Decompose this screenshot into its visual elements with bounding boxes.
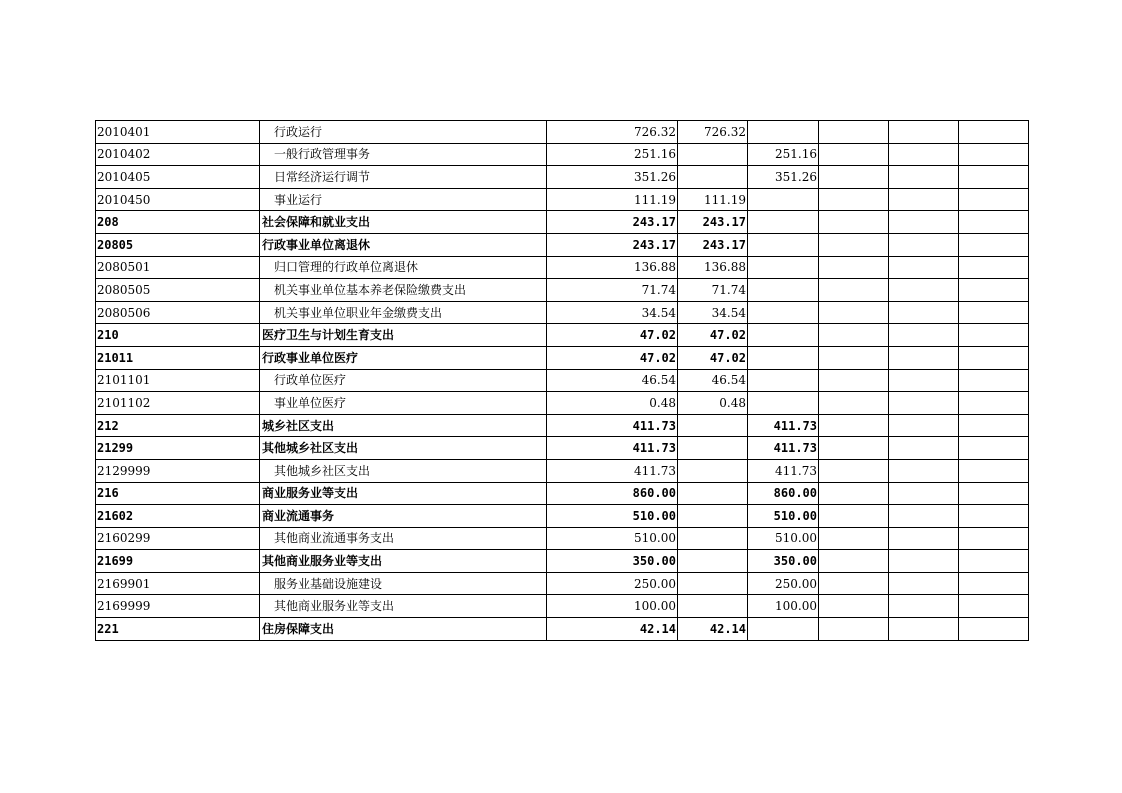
- basic-expenditure-cell: 726.32: [678, 121, 748, 144]
- project-expenditure-cell: 351.26: [748, 166, 819, 189]
- empty-cell: [819, 279, 889, 302]
- total-amount-cell: 111.19: [547, 188, 678, 211]
- project-expenditure-cell: [748, 324, 819, 347]
- subject-code-cell: 2169999: [96, 595, 260, 618]
- subject-name-cell: 一般行政管理事务: [260, 143, 547, 166]
- subject-code-cell: 2129999: [96, 459, 260, 482]
- empty-cell: [889, 233, 959, 256]
- basic-expenditure-cell: [678, 414, 748, 437]
- table-row: [96, 301, 1029, 324]
- empty-cell: [959, 143, 1029, 166]
- empty-cell: [959, 595, 1029, 618]
- total-amount-cell: 411.73: [547, 414, 678, 437]
- empty-cell: [959, 121, 1029, 144]
- table-row: [96, 482, 1029, 505]
- subject-code-cell: 2010402: [96, 143, 260, 166]
- empty-cell: [819, 166, 889, 189]
- empty-cell: [819, 414, 889, 437]
- empty-cell: [959, 618, 1029, 641]
- project-expenditure-cell: 350.00: [748, 550, 819, 573]
- subject-name-cell: 其他城乡社区支出: [260, 459, 547, 482]
- total-amount-cell: 510.00: [547, 505, 678, 528]
- basic-expenditure-cell: [678, 482, 748, 505]
- subject-name-cell: 行政事业单位离退休: [260, 233, 547, 256]
- basic-expenditure-cell: 46.54: [678, 369, 748, 392]
- total-amount-cell: 0.48: [547, 392, 678, 415]
- empty-cell: [889, 346, 959, 369]
- project-expenditure-cell: [748, 392, 819, 415]
- table-row: [96, 369, 1029, 392]
- table-body: [96, 121, 1029, 641]
- project-expenditure-cell: [748, 188, 819, 211]
- empty-cell: [819, 346, 889, 369]
- total-amount-cell: 411.73: [547, 437, 678, 460]
- subject-name-cell: 医疗卫生与计划生育支出: [260, 324, 547, 347]
- empty-cell: [889, 482, 959, 505]
- subject-name-cell: 事业运行: [260, 188, 547, 211]
- empty-cell: [959, 572, 1029, 595]
- empty-cell: [959, 505, 1029, 528]
- empty-cell: [819, 369, 889, 392]
- project-expenditure-cell: [748, 233, 819, 256]
- table-row: [96, 437, 1029, 460]
- table-row: [96, 505, 1029, 528]
- subject-code-cell: 2010450: [96, 188, 260, 211]
- basic-expenditure-cell: 243.17: [678, 211, 748, 234]
- empty-cell: [819, 482, 889, 505]
- total-amount-cell: 136.88: [547, 256, 678, 279]
- project-expenditure-cell: [748, 121, 819, 144]
- project-expenditure-cell: [748, 369, 819, 392]
- total-amount-cell: 47.02: [547, 346, 678, 369]
- table-row: [96, 346, 1029, 369]
- subject-name-cell: 行政运行: [260, 121, 547, 144]
- basic-expenditure-cell: [678, 437, 748, 460]
- empty-cell: [819, 618, 889, 641]
- subject-code-cell: 208: [96, 211, 260, 234]
- empty-cell: [819, 459, 889, 482]
- project-expenditure-cell: 510.00: [748, 527, 819, 550]
- empty-cell: [819, 505, 889, 528]
- basic-expenditure-cell: 0.48: [678, 392, 748, 415]
- table-row: [96, 324, 1029, 347]
- subject-name-cell: 商业服务业等支出: [260, 482, 547, 505]
- empty-cell: [889, 414, 959, 437]
- empty-cell: [959, 392, 1029, 415]
- empty-cell: [959, 279, 1029, 302]
- total-amount-cell: 860.00: [547, 482, 678, 505]
- total-amount-cell: 46.54: [547, 369, 678, 392]
- project-expenditure-cell: 411.73: [748, 414, 819, 437]
- total-amount-cell: 100.00: [547, 595, 678, 618]
- basic-expenditure-cell: 47.02: [678, 346, 748, 369]
- subject-code-cell: 2101101: [96, 369, 260, 392]
- empty-cell: [819, 595, 889, 618]
- empty-cell: [889, 143, 959, 166]
- subject-name-cell: 社会保障和就业支出: [260, 211, 547, 234]
- total-amount-cell: 71.74: [547, 279, 678, 302]
- project-expenditure-cell: [748, 301, 819, 324]
- subject-name-cell: 其他城乡社区支出: [260, 437, 547, 460]
- subject-name-cell: 行政事业单位医疗: [260, 346, 547, 369]
- subject-code-cell: 2080501: [96, 256, 260, 279]
- total-amount-cell: 243.17: [547, 233, 678, 256]
- empty-cell: [889, 550, 959, 573]
- basic-expenditure-cell: [678, 143, 748, 166]
- table-row: [96, 459, 1029, 482]
- empty-cell: [959, 233, 1029, 256]
- empty-cell: [959, 256, 1029, 279]
- basic-expenditure-cell: [678, 550, 748, 573]
- total-amount-cell: 411.73: [547, 459, 678, 482]
- empty-cell: [889, 188, 959, 211]
- empty-cell: [889, 527, 959, 550]
- subject-code-cell: 21299: [96, 437, 260, 460]
- empty-cell: [959, 369, 1029, 392]
- empty-cell: [819, 188, 889, 211]
- basic-expenditure-cell: [678, 505, 748, 528]
- empty-cell: [819, 211, 889, 234]
- basic-expenditure-cell: 243.17: [678, 233, 748, 256]
- basic-expenditure-cell: 136.88: [678, 256, 748, 279]
- empty-cell: [889, 369, 959, 392]
- subject-name-cell: 其他商业流通事务支出: [260, 527, 547, 550]
- empty-cell: [819, 256, 889, 279]
- subject-code-cell: 2010405: [96, 166, 260, 189]
- total-amount-cell: 510.00: [547, 527, 678, 550]
- total-amount-cell: 42.14: [547, 618, 678, 641]
- empty-cell: [819, 392, 889, 415]
- table-row: [96, 414, 1029, 437]
- subject-name-cell: 其他商业服务业等支出: [260, 550, 547, 573]
- empty-cell: [959, 482, 1029, 505]
- subject-code-cell: 2080506: [96, 301, 260, 324]
- empty-cell: [889, 505, 959, 528]
- table-row: [96, 572, 1029, 595]
- basic-expenditure-cell: [678, 459, 748, 482]
- subject-code-cell: 221: [96, 618, 260, 641]
- empty-cell: [889, 437, 959, 460]
- project-expenditure-cell: 250.00: [748, 572, 819, 595]
- total-amount-cell: 251.16: [547, 143, 678, 166]
- project-expenditure-cell: 411.73: [748, 437, 819, 460]
- empty-cell: [889, 392, 959, 415]
- basic-expenditure-cell: 111.19: [678, 188, 748, 211]
- empty-cell: [819, 301, 889, 324]
- basic-expenditure-cell: 34.54: [678, 301, 748, 324]
- subject-code-cell: 210: [96, 324, 260, 347]
- empty-cell: [889, 256, 959, 279]
- subject-name-cell: 服务业基础设施建设: [260, 572, 547, 595]
- table-row: [96, 256, 1029, 279]
- total-amount-cell: 47.02: [547, 324, 678, 347]
- subject-code-cell: 21699: [96, 550, 260, 573]
- empty-cell: [889, 595, 959, 618]
- empty-cell: [959, 188, 1029, 211]
- empty-cell: [959, 459, 1029, 482]
- subject-code-cell: 2010401: [96, 121, 260, 144]
- empty-cell: [889, 279, 959, 302]
- table-row: [96, 166, 1029, 189]
- basic-expenditure-cell: [678, 166, 748, 189]
- empty-cell: [889, 324, 959, 347]
- subject-code-cell: 2101102: [96, 392, 260, 415]
- basic-expenditure-cell: 42.14: [678, 618, 748, 641]
- table-row: [96, 143, 1029, 166]
- table-row: [96, 121, 1029, 144]
- empty-cell: [959, 550, 1029, 573]
- empty-cell: [819, 572, 889, 595]
- empty-cell: [819, 121, 889, 144]
- empty-cell: [819, 437, 889, 460]
- empty-cell: [819, 143, 889, 166]
- table-row: [96, 279, 1029, 302]
- project-expenditure-cell: 100.00: [748, 595, 819, 618]
- empty-cell: [959, 324, 1029, 347]
- budget-expenditure-table: [95, 120, 1029, 641]
- basic-expenditure-cell: [678, 572, 748, 595]
- empty-cell: [889, 121, 959, 144]
- subject-name-cell: 城乡社区支出: [260, 414, 547, 437]
- total-amount-cell: 351.26: [547, 166, 678, 189]
- basic-expenditure-cell: [678, 595, 748, 618]
- empty-cell: [819, 233, 889, 256]
- empty-cell: [819, 550, 889, 573]
- table-row: [96, 618, 1029, 641]
- table-row: [96, 550, 1029, 573]
- table-row: [96, 527, 1029, 550]
- project-expenditure-cell: [748, 618, 819, 641]
- empty-cell: [959, 414, 1029, 437]
- project-expenditure-cell: [748, 279, 819, 302]
- project-expenditure-cell: [748, 346, 819, 369]
- subject-name-cell: 住房保障支出: [260, 618, 547, 641]
- empty-cell: [959, 437, 1029, 460]
- empty-cell: [959, 346, 1029, 369]
- subject-name-cell: 日常经济运行调节: [260, 166, 547, 189]
- subject-code-cell: 21011: [96, 346, 260, 369]
- empty-cell: [889, 166, 959, 189]
- table-row: [96, 233, 1029, 256]
- subject-code-cell: 212: [96, 414, 260, 437]
- subject-code-cell: 2160299: [96, 527, 260, 550]
- total-amount-cell: 34.54: [547, 301, 678, 324]
- total-amount-cell: 250.00: [547, 572, 678, 595]
- empty-cell: [889, 618, 959, 641]
- empty-cell: [889, 572, 959, 595]
- subject-name-cell: 其他商业服务业等支出: [260, 595, 547, 618]
- project-expenditure-cell: [748, 256, 819, 279]
- table-row: [96, 392, 1029, 415]
- empty-cell: [889, 301, 959, 324]
- empty-cell: [819, 527, 889, 550]
- basic-expenditure-cell: 47.02: [678, 324, 748, 347]
- table-row: [96, 595, 1029, 618]
- subject-code-cell: 2169901: [96, 572, 260, 595]
- subject-code-cell: 20805: [96, 233, 260, 256]
- subject-name-cell: 机关事业单位职业年金缴费支出: [260, 301, 547, 324]
- empty-cell: [959, 166, 1029, 189]
- subject-name-cell: 行政单位医疗: [260, 369, 547, 392]
- project-expenditure-cell: 860.00: [748, 482, 819, 505]
- project-expenditure-cell: 251.16: [748, 143, 819, 166]
- project-expenditure-cell: 510.00: [748, 505, 819, 528]
- empty-cell: [819, 324, 889, 347]
- subject-name-cell: 归口管理的行政单位离退休: [260, 256, 547, 279]
- basic-expenditure-cell: [678, 527, 748, 550]
- empty-cell: [889, 211, 959, 234]
- subject-name-cell: 事业单位医疗: [260, 392, 547, 415]
- project-expenditure-cell: 411.73: [748, 459, 819, 482]
- subject-name-cell: 机关事业单位基本养老保险缴费支出: [260, 279, 547, 302]
- empty-cell: [959, 301, 1029, 324]
- total-amount-cell: 726.32: [547, 121, 678, 144]
- empty-cell: [889, 459, 959, 482]
- subject-name-cell: 商业流通事务: [260, 505, 547, 528]
- empty-cell: [959, 211, 1029, 234]
- total-amount-cell: 350.00: [547, 550, 678, 573]
- project-expenditure-cell: [748, 211, 819, 234]
- total-amount-cell: 243.17: [547, 211, 678, 234]
- basic-expenditure-cell: 71.74: [678, 279, 748, 302]
- table-row: [96, 211, 1029, 234]
- subject-code-cell: 21602: [96, 505, 260, 528]
- empty-cell: [959, 527, 1029, 550]
- table-row: [96, 188, 1029, 211]
- subject-code-cell: 216: [96, 482, 260, 505]
- subject-code-cell: 2080505: [96, 279, 260, 302]
